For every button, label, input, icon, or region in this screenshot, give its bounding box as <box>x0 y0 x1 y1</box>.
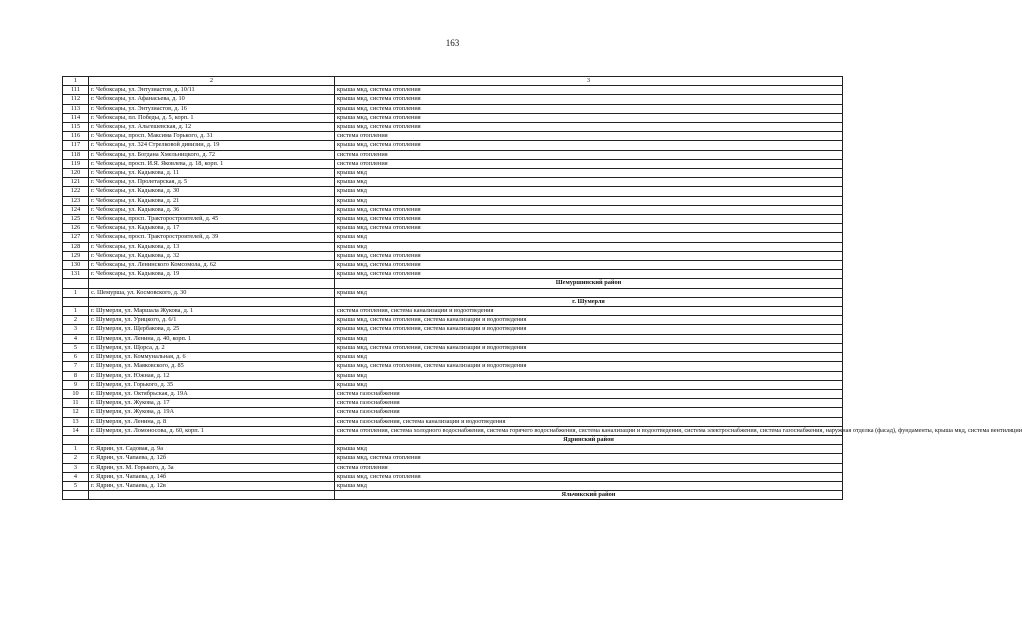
row-number: 116 <box>63 132 89 141</box>
row-number: 131 <box>63 270 89 279</box>
table-row <box>63 123 843 132</box>
row-number: 5 <box>63 481 89 490</box>
row-works: крыша мкд <box>335 380 843 389</box>
section-empty-cell <box>63 279 89 288</box>
row-works: крыша мкд <box>335 187 843 196</box>
section-header-row <box>63 435 843 444</box>
table-row <box>63 169 843 178</box>
row-address: г. Шумерля, ул. Октябрьская, д. 19А <box>89 389 335 398</box>
section-empty-cell <box>63 435 89 444</box>
row-number: 4 <box>63 472 89 481</box>
row-works: крыша мкд, система отопления <box>335 224 843 233</box>
table-row <box>63 196 843 205</box>
row-address: г. Чебоксары, просп. И.Я. Яковлева, д. 18, корп. 1 <box>89 159 335 168</box>
section-empty-cell <box>89 279 335 288</box>
row-number: 12 <box>63 408 89 417</box>
row-address: г. Чебоксары, ул. Кадыкова, д. 32 <box>89 251 335 260</box>
table-row <box>63 224 843 233</box>
row-address: г. Чебоксары, ул. Кадыкова, д. 17 <box>89 224 335 233</box>
table-row <box>63 389 843 398</box>
table-row <box>63 408 843 417</box>
row-address: г. Ядрин, ул. Чапаева, д. 14б <box>89 472 335 481</box>
row-address: г. Шумерля, ул. Ленина, д. 40, корп. 1 <box>89 334 335 343</box>
row-works: крыша мкд <box>335 169 843 178</box>
row-number: 10 <box>63 389 89 398</box>
row-works: система газоснабжения, система канализации и водоотведения <box>335 417 843 426</box>
row-address: с. Шемурша, ул. Космовского, д. 30 <box>89 288 335 297</box>
row-address: г. Ядрин, ул. М. Горького, д. 3а <box>89 463 335 472</box>
row-works: крыша мкд, система отопления <box>335 123 843 132</box>
table-row <box>63 325 843 334</box>
row-address: г. Чебоксары, пл. Победы, д. 5, корп. 1 <box>89 113 335 122</box>
row-address: г. Чебоксары, ул. Кадыкова, д. 19 <box>89 270 335 279</box>
row-address: г. Чебоксары, ул. Ленинского Комсомола, д. 62 <box>89 261 335 270</box>
row-address: г. Шумерля, ул. Маяковского, д. 85 <box>89 362 335 371</box>
row-number: 120 <box>63 169 89 178</box>
table-row <box>63 334 843 343</box>
table-row <box>63 362 843 371</box>
row-number: 123 <box>63 196 89 205</box>
section-title: г. Шумерля <box>335 297 843 306</box>
row-number: 13 <box>63 417 89 426</box>
table-row <box>63 159 843 168</box>
row-address: г. Чебоксары, ул. Кадыкова, д. 21 <box>89 196 335 205</box>
row-number: 112 <box>63 95 89 104</box>
row-number: 119 <box>63 159 89 168</box>
row-number: 9 <box>63 380 89 389</box>
table-row <box>63 95 843 104</box>
section-header-row <box>63 279 843 288</box>
row-address: г. Шумерля, ул. Горького, д. 35 <box>89 380 335 389</box>
row-number: 1 <box>63 307 89 316</box>
table-row <box>63 380 843 389</box>
row-works: крыша мкд, система отопления <box>335 205 843 214</box>
row-works: крыша мкд, система отопления <box>335 95 843 104</box>
table-row <box>63 288 843 297</box>
row-number: 1 <box>63 288 89 297</box>
row-number: 6 <box>63 353 89 362</box>
row-works: система отопления, система канализации и водоотведения <box>335 307 843 316</box>
table-row <box>63 270 843 279</box>
row-address: г. Чебоксары, ул. Энтузиастов, д. 10/11 <box>89 86 335 95</box>
header-col-address: 2 <box>89 77 335 86</box>
table-row <box>63 445 843 454</box>
row-works: система газоснабжения <box>335 389 843 398</box>
row-number: 124 <box>63 205 89 214</box>
repair-program-table <box>62 76 1022 500</box>
row-address: г. Шумерля, ул. Жукова, д. 19А <box>89 408 335 417</box>
row-works: крыша мкд <box>335 445 843 454</box>
row-address: г. Чебоксары, просп. Тракторостроителей, д. 45 <box>89 215 335 224</box>
row-works: крыша мкд, система отопления, система канализации и водоотведения <box>335 316 843 325</box>
row-works: крыша мкд <box>335 242 843 251</box>
row-works: крыша мкд, система отопления <box>335 270 843 279</box>
table-row <box>63 307 843 316</box>
table-row <box>63 261 843 270</box>
section-title: Ядринский район <box>335 435 843 444</box>
table-row <box>63 426 843 435</box>
section-title: Шемуршинский район <box>335 279 843 288</box>
row-works: крыша мкд, система отопления <box>335 215 843 224</box>
row-works: система газоснабжения <box>335 408 843 417</box>
row-address: г. Чебоксары, ул. Энтузиастов, д. 16 <box>89 104 335 113</box>
row-works: система отопления <box>335 463 843 472</box>
section-empty-cell <box>89 491 335 500</box>
row-works: крыша мкд, система отопления <box>335 261 843 270</box>
row-number: 2 <box>63 454 89 463</box>
page-number: 163 <box>445 38 460 48</box>
row-works: крыша мкд, система отопления <box>335 86 843 95</box>
row-number: 121 <box>63 178 89 187</box>
row-works: система отопления <box>335 132 843 141</box>
row-number: 3 <box>63 463 89 472</box>
row-number: 114 <box>63 113 89 122</box>
row-number: 7 <box>63 362 89 371</box>
table-row <box>63 104 843 113</box>
row-works: крыша мкд <box>335 481 843 490</box>
row-works: система отопления <box>335 150 843 159</box>
row-number: 111 <box>63 86 89 95</box>
row-address: г. Чебоксары, ул. Афанасьева, д. 10 <box>89 95 335 104</box>
table-row <box>63 242 843 251</box>
row-works: крыша мкд, система отопления <box>335 104 843 113</box>
row-number: 128 <box>63 242 89 251</box>
row-address: г. Чебоксары, ул. Богдана Хмельницкого, д. 72 <box>89 150 335 159</box>
table-row <box>63 178 843 187</box>
row-number: 14 <box>63 426 89 435</box>
row-works: крыша мкд <box>335 288 843 297</box>
row-address: г. Чебоксары, ул. Кадыкова, д. 11 <box>89 169 335 178</box>
section-header-row <box>63 297 843 306</box>
row-number: 127 <box>63 233 89 242</box>
row-address: г. Шумерля, ул. Южная, д. 12 <box>89 371 335 380</box>
row-address: г. Шумерля, ул. Ленина, д. 8 <box>89 417 335 426</box>
row-number: 129 <box>63 251 89 260</box>
table-row <box>63 187 843 196</box>
row-number: 113 <box>63 104 89 113</box>
row-address: г. Чебоксары, ул. Кадыкова, д. 30 <box>89 187 335 196</box>
row-address: г. Ядрин, ул. Чапаева, д. 12б <box>89 454 335 463</box>
row-works: крыша мкд, система отопления <box>335 454 843 463</box>
row-number: 125 <box>63 215 89 224</box>
table-row <box>63 251 843 260</box>
table-row <box>63 472 843 481</box>
row-works: крыша мкд, система отопления <box>335 113 843 122</box>
row-number: 5 <box>63 343 89 352</box>
section-empty-cell <box>89 297 335 306</box>
table-row <box>63 141 843 150</box>
section-title: Яльчикский район <box>335 491 843 500</box>
row-address: г. Чебоксары, ул. Альгешевская, д. 12 <box>89 123 335 132</box>
table-row <box>63 150 843 159</box>
section-empty-cell <box>63 297 89 306</box>
row-number: 4 <box>63 334 89 343</box>
row-works: крыша мкд <box>335 334 843 343</box>
table-row <box>63 215 843 224</box>
row-works: крыша мкд <box>335 196 843 205</box>
row-works: система газоснабжения <box>335 399 843 408</box>
table-row <box>63 417 843 426</box>
row-address: г. Чебоксары, просп. Тракторостроителей, д. 39 <box>89 233 335 242</box>
section-header-row <box>63 491 843 500</box>
row-works: крыша мкд, система отопления <box>335 251 843 260</box>
row-address: г. Шумерля, ул. Щербакова, д. 25 <box>89 325 335 334</box>
row-number: 118 <box>63 150 89 159</box>
row-number: 2 <box>63 316 89 325</box>
table-row <box>63 399 843 408</box>
row-address: г. Шумерля, ул. Коммунальная, д. 6 <box>89 353 335 362</box>
row-address: г. Чебоксары, ул. Кадыкова, д. 36 <box>89 205 335 214</box>
row-works: крыша мкд, система отопления <box>335 141 843 150</box>
table-row <box>63 316 843 325</box>
row-address: г. Шумерля, ул. Жукова, д. 17 <box>89 399 335 408</box>
table-row <box>63 481 843 490</box>
row-number: 122 <box>63 187 89 196</box>
row-works: крыша мкд <box>335 353 843 362</box>
row-number: 130 <box>63 261 89 270</box>
table-row <box>63 205 843 214</box>
row-works: крыша мкд, система отопления, система канализации и водоотведения <box>335 362 843 371</box>
table-row <box>63 463 843 472</box>
table-row <box>63 343 843 352</box>
table-row <box>63 371 843 380</box>
section-empty-cell <box>63 491 89 500</box>
section-empty-cell <box>89 435 335 444</box>
row-address: г. Чебоксары, ул. Пролетарская, д. 5 <box>89 178 335 187</box>
row-address: г. Шумерля, ул. Маршала Жукова, д. 1 <box>89 307 335 316</box>
row-works: система отопления <box>335 159 843 168</box>
table-row <box>63 132 843 141</box>
header-col-number: 1 <box>63 77 89 86</box>
row-works: крыша мкд, система отопления, система канализации и водоотведения <box>335 325 843 334</box>
table-header-row <box>63 77 843 86</box>
row-works: система отопления, система холодного водоснабжения, система горячего водоснабжения, система канализации и водоотведения, система электроснабжения, система газоснабжения, наружная отделка (фасад), фундаменты, крыша мкд, система вентиляции <box>335 426 843 435</box>
row-address: г. Чебоксары, ул. 324 Стрелковой дивизии, д. 19 <box>89 141 335 150</box>
row-number: 11 <box>63 399 89 408</box>
row-works: крыша мкд <box>335 371 843 380</box>
row-works: крыша мкд, система отопления <box>335 472 843 481</box>
header-col-works: 3 <box>335 77 843 86</box>
row-address: г. Шумерля, ул. Ломоносова, д. 60, корп. 1 <box>89 426 335 435</box>
row-number: 117 <box>63 141 89 150</box>
table-row <box>63 113 843 122</box>
row-number: 8 <box>63 371 89 380</box>
row-number: 126 <box>63 224 89 233</box>
row-works: крыша мкд, система отопления, система канализации и водоотведения <box>335 343 843 352</box>
row-works: крыша мкд <box>335 233 843 242</box>
row-address: г. Шумерля, ул. Урицкого, д. 6/1 <box>89 316 335 325</box>
table-row <box>63 233 843 242</box>
row-address: г. Ядрин, ул. Садовая, д. 9а <box>89 445 335 454</box>
table-row <box>63 86 843 95</box>
row-number: 115 <box>63 123 89 132</box>
row-number: 1 <box>63 445 89 454</box>
row-number: 3 <box>63 325 89 334</box>
table-row <box>63 454 843 463</box>
table-row <box>63 353 843 362</box>
row-address: г. Ядрин, ул. Чапаева, д. 12в <box>89 481 335 490</box>
row-works: крыша мкд <box>335 178 843 187</box>
row-address: г. Шумерля, ул. Щорса, д. 2 <box>89 343 335 352</box>
row-address: г. Чебоксары, просп. Максима Горького, д. 31 <box>89 132 335 141</box>
row-address: г. Чебоксары, ул. Кадыкова, д. 13 <box>89 242 335 251</box>
